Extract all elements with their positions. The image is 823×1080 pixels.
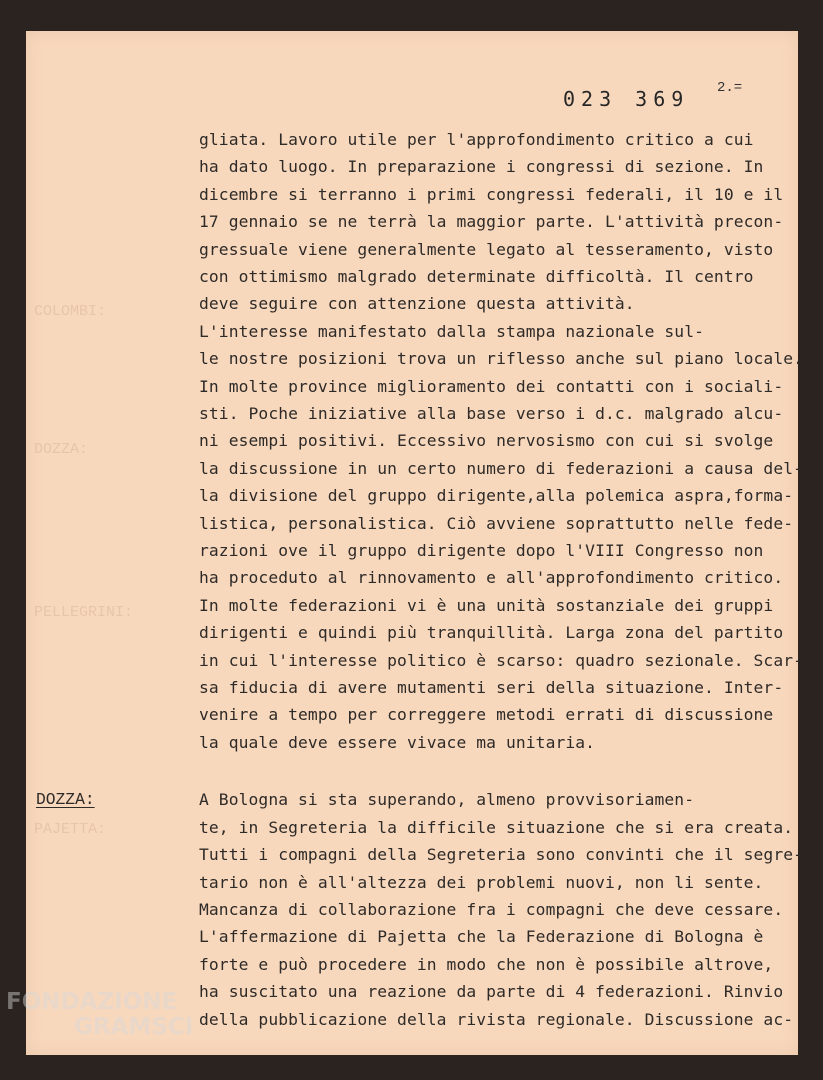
text-line: A Bologna si sta superando, almeno provvisoriamen- xyxy=(199,790,695,809)
text-line: la divisione del gruppo dirigente,alla polemica aspra,forma- xyxy=(199,486,794,505)
text-line: Tutti i compagni della Segreteria sono convinti che il segre- xyxy=(199,845,804,864)
text-line: In molte province miglioramento dei contatti con i sociali- xyxy=(199,377,784,396)
text-line: tario non è all'altezza dei problemi nuovi, non li sente. xyxy=(199,873,764,892)
page-number: 2.= xyxy=(717,80,743,96)
text-line: la discussione in un certo numero di federazioni a causa del- xyxy=(199,459,804,478)
text-line: in cui l'interesse politico è scarso: quadro sezionale. Scar- xyxy=(199,651,804,670)
text-line: L'interesse manifestato dalla stampa nazionale sul- xyxy=(199,322,705,341)
text-line: venire a tempo per correggere metodi errati di discussione xyxy=(199,705,774,724)
watermark-line: FONDAZIONE xyxy=(6,989,178,1015)
text-line: listica, personalistica. Ciò avviene soprattutto nelle fede- xyxy=(199,514,794,533)
text-line: ha dato luogo. In preparazione i congressi di sezione. In xyxy=(199,157,764,176)
text-line: la quale deve essere vivace ma unitaria. xyxy=(199,733,596,752)
text-line: razioni ove il gruppo dirigente dopo l'VIII Congresso non xyxy=(199,541,764,560)
archive-stamp-number: 023 369 xyxy=(563,87,690,111)
text-line: te, in Segreteria la difficile situazione che si era creata. xyxy=(199,818,794,837)
text-line: In molte federazioni vi è una unità sostanziale dei gruppi xyxy=(199,596,774,615)
text-line: L'affermazione di Pajetta che la Federazione di Bologna è xyxy=(199,927,764,946)
text-line: ha suscitato una reazione da parte di 4 federazioni. Rinvio xyxy=(199,982,784,1001)
text-line: gliata. Lavoro utile per l'approfondimento critico a cui xyxy=(199,130,754,149)
text-line: gressuale viene generalmente legato al tesseramento, visto xyxy=(199,240,774,259)
text-line: forte e può procedere in modo che non è possibile altrove, xyxy=(199,955,774,974)
watermark-line: GRAMSCI xyxy=(74,1014,194,1040)
speaker-label: DOZZA: xyxy=(36,790,95,809)
bleed-through-label: DOZZA: xyxy=(34,441,89,458)
bleed-through-label: PELLEGRINI: xyxy=(34,604,134,621)
text-line: della pubblicazione della rivista regionale. Discussione ac- xyxy=(199,1010,794,1029)
text-line: 17 gennaio se ne terrà la maggior parte. L'attività precon- xyxy=(199,212,784,231)
text-line: le nostre posizioni trova un riflesso anche sul piano locale. xyxy=(199,349,804,368)
text-line: Mancanza di collaborazione fra i compagni che deve cessare. xyxy=(199,900,784,919)
fondazione-gramsci-watermark xyxy=(6,990,193,1040)
bleed-through-label: COLOMBI: xyxy=(34,303,107,320)
bleed-through-label: PAJETTA: xyxy=(34,821,107,838)
text-line: ni esempi positivi. Eccessivo nervosismo con cui si svolge xyxy=(199,431,774,450)
text-line: sa fiducia di avere mutamenti seri della situazione. Inter- xyxy=(199,678,784,697)
text-line: deve seguire con attenzione questa attività. xyxy=(199,294,635,313)
text-line: dirigenti e quindi più tranquillità. Larga zona del partito xyxy=(199,623,784,642)
text-line: sti. Poche iniziative alla base verso i d.c. malgrado alcu- xyxy=(199,404,784,423)
text-line: dicembre si terranno i primi congressi federali, il 10 e il xyxy=(199,185,784,204)
text-line: con ottimismo malgrado determinate difficoltà. Il centro xyxy=(199,267,754,286)
text-line: ha proceduto al rinnovamento e all'approfondimento critico. xyxy=(199,568,784,587)
